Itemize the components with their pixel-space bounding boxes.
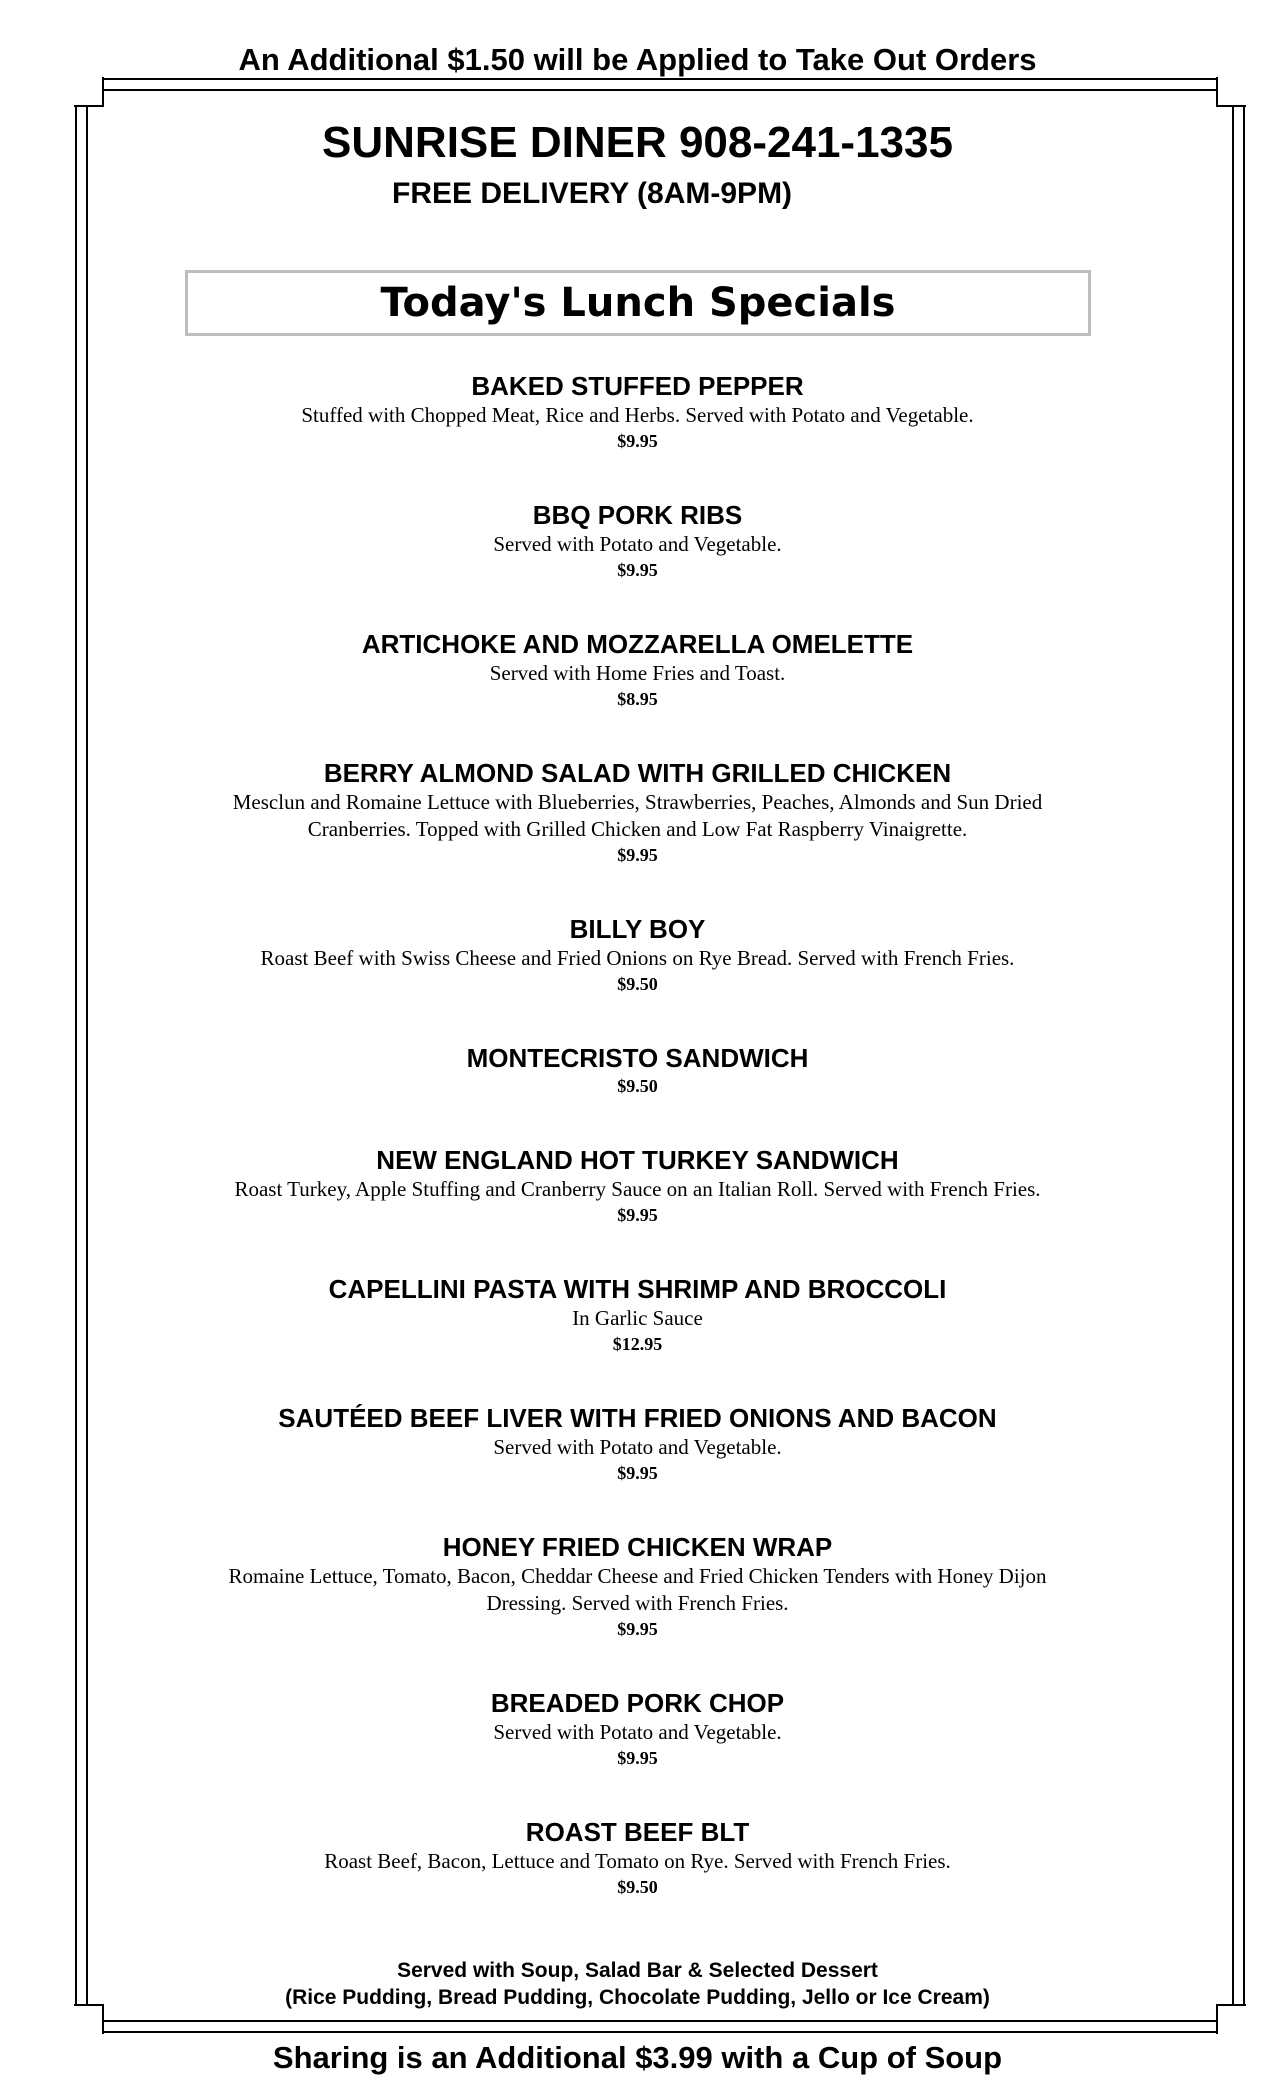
menu-item-name: CAPELLINI PASTA WITH SHRIMP AND BROCCOLI [328,1274,947,1304]
menu-item [200,757,1075,867]
menu-item-description: Roast Turkey, Apple Stuffing and Cranberry Sauce on an Italian Roll. Served with French Fries. [234,1177,1041,1201]
menu-item-name: BREADED PORK CHOP [490,1688,785,1718]
menu-item-description: Served with Potato and Vegetable. [493,532,782,556]
menu-item [200,1042,1075,1098]
footer-line-2: (Rice Pudding, Bread Pudding, Chocolate Pudding, Jello or Ice Cream) [285,1986,990,2009]
frame-corner-notch [74,77,104,107]
menu-item-name: BBQ PORK RIBS [532,500,743,530]
footer-line-1: Served with Soup, Salad Bar & Selected Dessert [397,1959,878,1982]
menu-item-price: $9.95 [617,1619,658,1639]
menu-item-name: MONTECRISTO SANDWICH [466,1043,809,1073]
menu-item [200,1687,1075,1770]
sharing-notice: Sharing is an Additional $3.99 with a Cup of Soup [272,2040,1003,2075]
menu-item-price: $9.50 [617,974,658,994]
frame-corner-notch [1216,77,1246,107]
menu-item-description: Mesclun and Romaine Lettuce with Blueberries, Strawberries, Peaches, Almonds and Sun Dried Cranberries. Topped with Grilled Chicken and Low Fat Raspberry Vinaigrette. [232,790,1043,841]
specials-title: Today's Lunch Specials [185,270,1091,336]
menu-item [200,1402,1075,1485]
menu-item-price: $9.95 [617,845,658,865]
menu-item-price: $9.50 [617,1877,658,1897]
menu-item [200,628,1075,711]
menu-item-description: In Garlic Sauce [572,1306,703,1330]
menu-item-price: $9.95 [617,431,658,451]
menu-item-price: $12.95 [612,1334,663,1354]
menu-item-description: Served with Potato and Vegetable. [493,1720,782,1744]
menu-item-name: BILLY BOY [569,914,706,944]
menu-item [200,1144,1075,1227]
menu-item-price: $9.50 [617,1076,658,1096]
menu-item-description: Stuffed with Chopped Meat, Rice and Herbs. Served with Potato and Vegetable. [301,403,974,427]
footer-notes [0,1957,1275,2011]
menu-item-name: NEW ENGLAND HOT TURKEY SANDWICH [376,1145,899,1175]
menu-item-description: Roast Beef with Swiss Cheese and Fried Onions on Rye Bread. Served with French Fries. [260,946,1015,970]
menu-item-price: $9.95 [617,560,658,580]
menu-item-description: Roast Beef, Bacon, Lettuce and Tomato on Rye. Served with French Fries. [324,1849,951,1873]
menu-item-price: $9.95 [617,1205,658,1225]
menu-item-name: BERRY ALMOND SALAD WITH GRILLED CHICKEN [323,758,952,788]
menu-item-price: $9.95 [617,1748,658,1768]
diner-name-phone: SUNRISE DINER 908-241-1335 [322,118,953,167]
menu-item [200,499,1075,582]
delivery-hours: FREE DELIVERY (8AM-9PM) [392,177,793,210]
menu-item-name: ARTICHOKE AND MOZZARELLA OMELETTE [361,629,914,659]
menu-items-list [200,370,1075,1945]
menu-item [200,1273,1075,1356]
menu-item-price: $8.95 [617,689,658,709]
menu-item [200,1816,1075,1899]
menu-item-description: Romaine Lettuce, Tomato, Bacon, Cheddar Cheese and Fried Chicken Tenders with Honey Dijon Dressing. Served with French Fries. [228,1564,1047,1615]
menu-item-name: HONEY FRIED CHICKEN WRAP [442,1532,833,1562]
menu-item-name: ROAST BEEF BLT [525,1817,750,1847]
takeout-notice: An Additional $1.50 will be Applied to Take Out Orders [238,42,1037,77]
menu-item-price: $9.95 [617,1463,658,1483]
menu-item-description: Served with Potato and Vegetable. [493,1435,782,1459]
menu-item [200,370,1075,453]
menu-item-name: BAKED STUFFED PEPPER [471,371,804,401]
menu-item-description: Served with Home Fries and Toast. [489,661,786,685]
menu-item [200,1531,1075,1641]
menu-item [200,913,1075,996]
menu-item-name: SAUTÉED BEEF LIVER WITH FRIED ONIONS AND BACON [278,1403,997,1433]
